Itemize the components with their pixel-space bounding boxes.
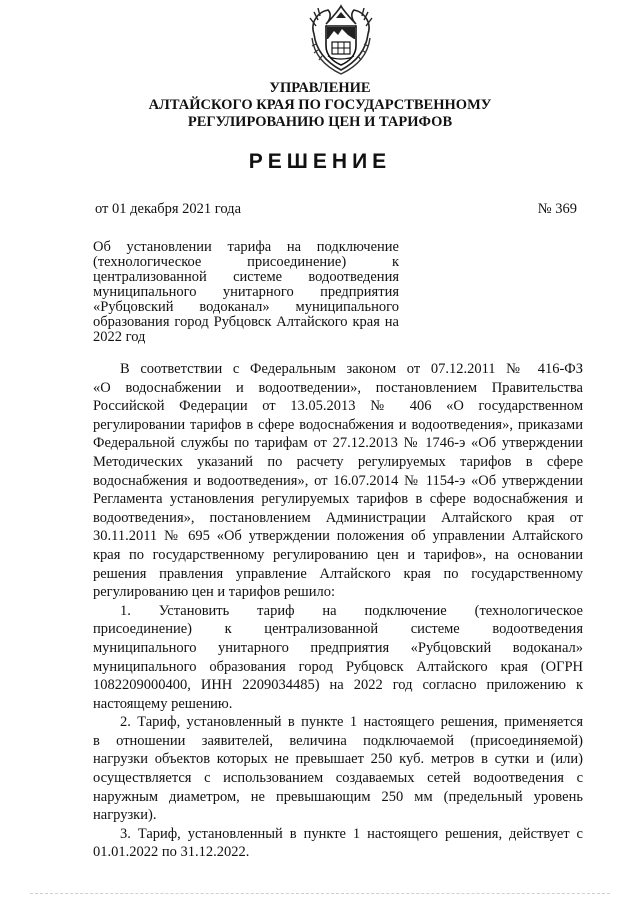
body-line: водоотведения», постановлением Администрации Алтайского края от — [93, 509, 583, 526]
agency-name — [0, 80, 640, 131]
body-line: Регламента установления регулируемых тарифов в сфере водоснабжения и — [93, 491, 583, 508]
agency-name-line: АЛТАЙСКОГО КРАЯ ПО ГОСУДАРСТВЕННОМУ — [148, 97, 492, 113]
body-line: 30.11.2011 № 695 «Об утверждении положения об управлении Алтайского — [93, 528, 583, 545]
body-line: регулировании тарифов в сфере водоснабжения и водоотведения», приказами — [93, 416, 583, 433]
subject-line: муниципального унитарного предприятия — [93, 284, 399, 300]
subject-line: образования город Рубцовск Алтайского края на — [93, 314, 399, 330]
body-line: решения правления управление Алтайского края по государственному — [93, 565, 583, 582]
body-line: регулированию цен и тарифов решило: — [93, 584, 335, 601]
body-line: муниципального образования город Рубцовск Алтайского края (ОГРН — [93, 658, 583, 675]
body-line: муниципального унитарного предприятия «Рубцовский водоканал» — [93, 639, 583, 656]
body-line: 1. Установить тариф на подключение (технологическое — [120, 602, 583, 619]
body-line: «О водоснабжении и водоотведении», постановлением Правительства — [93, 379, 583, 396]
document-body — [93, 360, 583, 862]
body-line: Федеральной службы по тарифам от 27.12.2013 № 1746-э «Об утверждении — [93, 435, 583, 452]
body-line: края по государственному регулированию цен и тарифов», на основании — [93, 546, 583, 563]
document-subject — [93, 240, 399, 345]
body-line: 3. Тариф, установленный в пункте 1 настоящего решения, действует с — [120, 825, 583, 842]
coat-of-arms-emblem — [306, 4, 376, 76]
agency-name-line: УПРАВЛЕНИЕ — [269, 80, 371, 96]
subject-line: 2022 год — [93, 329, 146, 345]
subject-line: «Рубцовский водоканал» муниципального — [93, 299, 399, 315]
agency-name-line: РЕГУЛИРОВАНИЮ ЦЕН И ТАРИФОВ — [187, 114, 453, 130]
body-line: 01.01.2022 по 31.12.2022. — [93, 844, 250, 861]
document-date: от 01 декабря 2021 года — [95, 201, 241, 217]
body-line: Методических указаний по расчету регулируемых тарифов в сфере — [93, 453, 583, 470]
body-line: водоснабжения и водоотведения», от 16.07.2014 № 1154-э «Об утверждении — [93, 472, 583, 489]
document-number: № 369 — [537, 201, 577, 217]
body-line: 2. Тариф, установленный в пункте 1 настоящего решения, применяется — [120, 714, 583, 731]
body-line: Российской Федерации от 13.05.2013 № 406 «О государственном — [93, 398, 583, 415]
body-line: нагрузки объектов которых не превышает 250 куб. метров в сутки и (или) — [93, 751, 583, 768]
body-line: в отношении заявителей, величина подключаемой (присоединяемой) — [93, 732, 583, 749]
subject-line: (технологическое присоединение) к — [93, 254, 399, 270]
body-line: наружным диаметром, не превышающим 250 мм (предельный уровень — [93, 788, 583, 805]
body-line: 1082209000400, ИНН 2209034485) на 2022 год согласно приложению к — [93, 677, 583, 694]
body-line: осуществляется с использованием создаваемых сетей водоотведения с — [93, 770, 583, 787]
subject-line: централизованной системе водоотведения — [93, 269, 399, 285]
page-bottom-divider — [30, 893, 610, 894]
subject-line: Об установлении тарифа на подключение — [93, 239, 399, 255]
body-line: настоящему решению. — [93, 695, 233, 712]
body-line: нагрузки). — [93, 807, 157, 824]
body-line: присоединение) к централизованной системе водоотведения — [93, 621, 583, 638]
document-type-title: РЕШЕНИЕ — [248, 150, 392, 173]
body-line: В соответствии с Федеральным законом от 07.12.2011 № 416-ФЗ — [120, 361, 583, 377]
